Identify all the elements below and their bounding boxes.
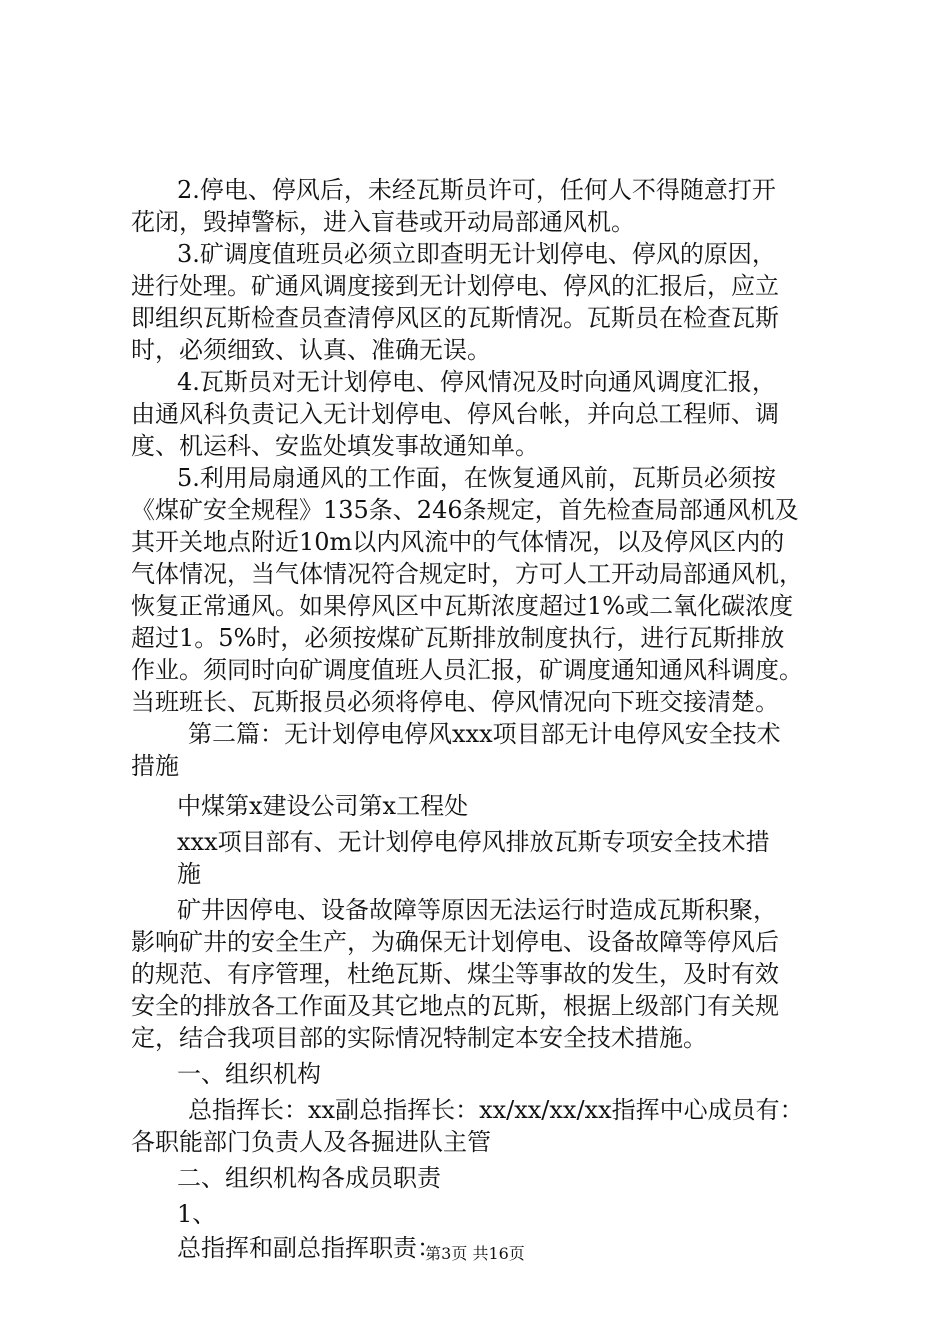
text-line: 二、组织机构各成员职责 — [177, 1164, 441, 1192]
text-line: 当班班长、瓦斯报员必须将停电、停风情况向下班交接清楚。 — [131, 688, 779, 716]
text-line: 一、组织机构 — [177, 1060, 321, 1088]
text-line: 1、 — [177, 1200, 217, 1228]
page-number-footer: 第3页 共16页 — [425, 1244, 525, 1263]
text-line: 气体情况，当气体情况符合规定时，方可人工开动局部通风机， — [131, 560, 803, 588]
section-heading-cont: 措施 — [131, 752, 179, 780]
text-line: 中煤第x建设公司第x工程处 — [177, 792, 469, 820]
text-line: 矿井因停电、设备故障等原因无法运行时造成瓦斯积聚， — [177, 896, 777, 924]
text-line: 的规范、有序管理，杜绝瓦斯、煤尘等事故的发生，及时有效 — [131, 960, 779, 988]
text-line: 4.瓦斯员对无计划停电、停风情况及时向通风调度汇报， — [177, 368, 776, 396]
text-line: 《煤矿安全规程》135条、246条规定，首先检查局部通风机及 — [131, 496, 799, 524]
text-line: 由通风科负责记入无计划停电、停风台帐，并向总工程师、调 — [131, 400, 779, 428]
text-line: 作业。须同时向矿调度值班人员汇报，矿调度通知通风科调度。 — [131, 656, 803, 684]
text-line: 即组织瓦斯检查员查清停风区的瓦斯情况。瓦斯员在检查瓦斯 — [131, 304, 779, 332]
text-line: 安全的排放各工作面及其它地点的瓦斯，根据上级部门有关规 — [131, 992, 779, 1020]
text-line: 2.停电、停风后，未经瓦斯员许可，任何人不得随意打开 — [177, 176, 776, 204]
text-line: 其开关地点附近10m以内风流中的气体情况，以及停风区内的 — [131, 528, 785, 556]
text-line: 时，必须细致、认真、准确无误。 — [131, 336, 491, 364]
text-line: 各职能部门负责人及各掘进队主管 — [131, 1128, 491, 1156]
text-line: 3.矿调度值班员必须立即查明无计划停电、停风的原因， — [177, 240, 776, 268]
text-line: xxx项目部有、无计划停电停风排放瓦斯专项安全技术措 — [177, 828, 770, 856]
text-line: 恢复正常通风。如果停风区中瓦斯浓度超过1%或二氧化碳浓度 — [131, 592, 794, 620]
text-line: 花闭，毁掉警标，进入盲巷或开动局部通风机。 — [131, 208, 635, 236]
text-line: 总指挥长：xx副总指挥长：xx/xx/xx/xx指挥中心成员有： — [188, 1096, 804, 1124]
text-line: 施 — [177, 860, 201, 888]
text-line: 5.利用局扇通风的工作面，在恢复通风前，瓦斯员必须按 — [177, 464, 776, 492]
text-line: 进行处理。矿通风调度接到无计划停电、停风的汇报后，应立 — [131, 272, 779, 300]
text-line: 度、机运科、安监处填发事故通知单。 — [131, 432, 539, 460]
text-line: 总指挥和副总指挥职责： — [177, 1234, 441, 1262]
section-heading: 第二篇：无计划停电停风xxx项目部无计电停风安全技术 — [188, 720, 781, 748]
text-line: 超过1。5%时，必须按煤矿瓦斯排放制度执行，进行瓦斯排放 — [131, 624, 785, 652]
text-line: 定，结合我项目部的实际情况特制定本安全技术措施。 — [131, 1024, 707, 1052]
text-line: 影响矿井的安全生产，为确保无计划停电、设备故障等停风后 — [131, 928, 779, 956]
